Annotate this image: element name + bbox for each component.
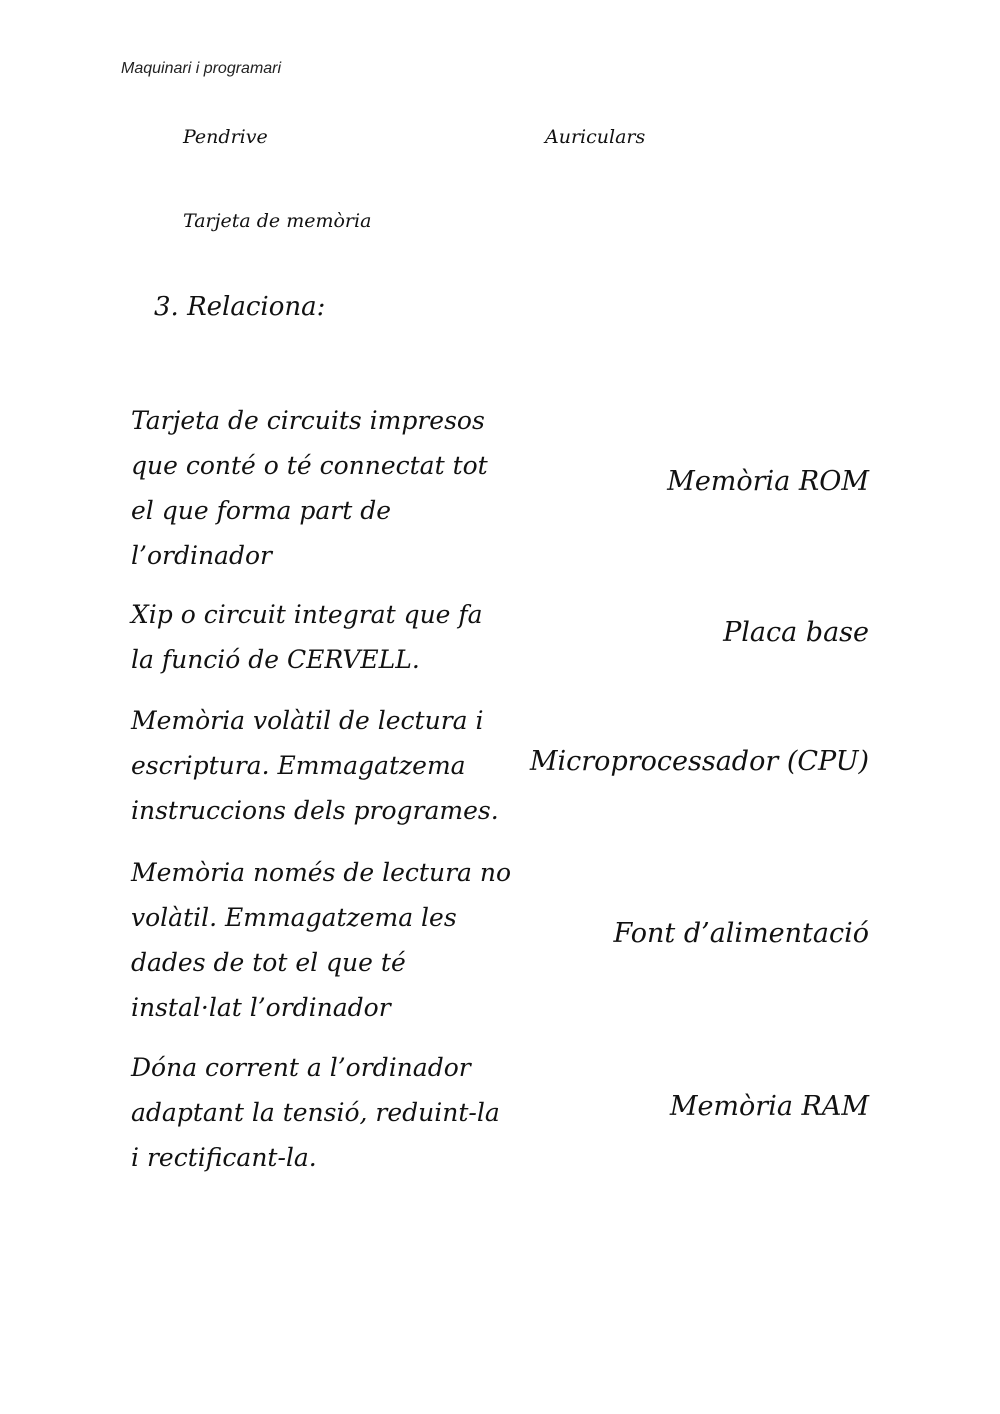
description-line: adaptant la tensió, reduint-la	[131, 1098, 500, 1127]
description-line: Dóna corrent a l’ordinador	[131, 1053, 471, 1082]
description-4	[131, 850, 511, 1030]
description-2	[131, 592, 511, 682]
description-line: la funció de CERVELL.	[131, 645, 420, 674]
description-1	[131, 398, 511, 578]
description-line: el que forma part de	[131, 496, 392, 525]
description-line: volàtil. Emmagatzema les	[131, 903, 457, 932]
item-auriculars: Auriculars	[545, 126, 646, 148]
term-font-alimentacio: Font d’alimentació	[613, 918, 869, 949]
description-line: Memòria volàtil de lectura i	[131, 706, 484, 735]
page-header-title: Maquinari i programari	[121, 60, 282, 77]
description-line: Tarjeta de circuits impresos	[131, 406, 485, 435]
term-memoria-ram: Memòria RAM	[669, 1091, 869, 1122]
description-line: instal·lat l’ordinador	[131, 993, 391, 1022]
item-pendrive: Pendrive	[183, 126, 268, 148]
term-placa-base: Placa base	[723, 617, 869, 648]
description-5	[131, 1045, 511, 1180]
term-microprocessador: Microprocessador (CPU)	[529, 746, 869, 777]
description-line: l’ordinador	[131, 541, 272, 570]
description-line: Xip o circuit integrat que fa	[131, 600, 483, 629]
description-3	[131, 698, 511, 833]
exercise-heading: 3. Relaciona:	[154, 292, 326, 322]
description-line: que conté o té connectat tot	[131, 451, 488, 480]
description-line: Memòria només de lectura no	[131, 858, 512, 887]
item-tarjeta-memoria: Tarjeta de memòria	[183, 210, 372, 232]
description-line: dades de tot el que té	[131, 948, 406, 977]
term-memoria-rom: Memòria ROM	[667, 466, 869, 497]
description-line: i rectificant-la.	[131, 1143, 317, 1172]
description-line: instruccions dels programes.	[131, 796, 499, 825]
description-line: escriptura. Emmagatzema	[131, 751, 466, 780]
